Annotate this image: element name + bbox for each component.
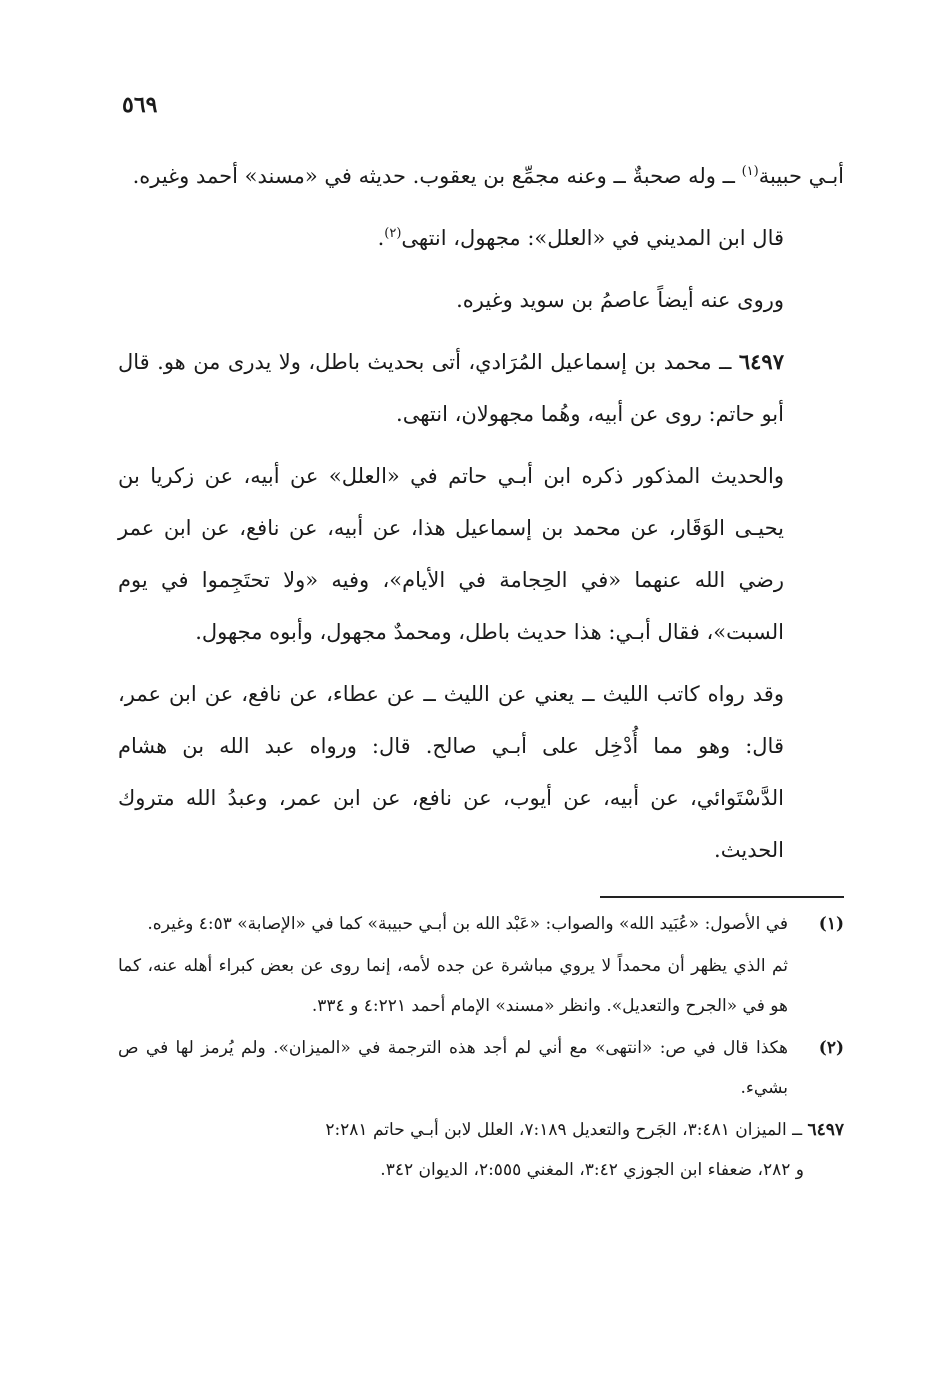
footnote-divider <box>600 896 844 898</box>
footnote-2 <box>118 1028 844 1108</box>
footnote-ref-2[interactable]: (٢) <box>384 226 402 241</box>
page-number: ٥٦٩ <box>122 92 158 118</box>
paragraph-narrators: وروى عنه أيضاً عاصمُ بن سويد وغيره. <box>456 288 784 312</box>
paragraph-text: ــ وله صحبةٌ ــ وعنه مجمِّع بن يعقوب. حديثه في «مسند» أحمد وغيره. <box>132 164 742 188</box>
footnote-1-continuation: ثم الذي يظهر أن محمداً لا يروي مباشرة عن جده لأمه، إنما روى عن بعض كبراء أهله عنه، كما هو في «الجرح والتعديل». وانظر «مسند» الإمام أحمد ٤:٢٢١ و ٣٣٤. <box>118 956 788 1016</box>
footnote-mark: (٢) <box>818 1038 844 1058</box>
paragraph-continuation <box>118 150 844 202</box>
paragraph-quote <box>118 212 844 264</box>
paragraph-hadith: والحديث المذكور ذكره ابن أبـي حاتم في «العلل» عن أبيه، عن زكريا بن يحيـى الوَقَار، عن محمد بن إسماعيل هذا، عن أبيه، عن نافع، عن ابن عمر رضي الله عنهما «في الحِجامة في الأيام»، وفيه «ولا تحتَجِموا في يوم السبت»، فقال أبـي: هذا حديث باطل، ومحمدٌ مجهول، وأبوه مجهول. <box>118 464 784 644</box>
footnote-ref-1[interactable]: (١) <box>741 164 759 179</box>
source-entry-number: ٦٤٩٧ <box>807 1120 844 1140</box>
paragraph-text: قال ابن المديني في «العلل»: مجهول، انتهى <box>401 226 784 250</box>
entry-paragraph <box>118 336 844 440</box>
main-text-body <box>118 150 844 886</box>
source-references <box>118 1110 844 1190</box>
source-line-1: ــ الميزان ٣:٤٨١، الجَرح والتعديل ٧:١٨٩، العلل لابن أبـي حاتم ٢:٢٨١ <box>325 1120 808 1140</box>
entry-number: ٦٤٩٧ <box>738 349 784 374</box>
footnote-mark: (١) <box>818 914 844 934</box>
paragraph-text: أبـي حبيبة <box>758 164 844 188</box>
paragraph-transmission: وقد رواه كاتب الليث ــ يعني عن الليث ــ عن عطاء، عن نافع، عن ابن عمر، قال: وهو مما أُدْخِل على أبـي صالح. قال: ورواه عبد الله بن هشام الدَّسْتَوائي، عن أبيه، عن أيوب، عن نافع، عن ابن عمر، وعبدُ الله متروك الحديث. <box>118 682 784 862</box>
footnote-1 <box>118 904 844 944</box>
footnotes-section <box>118 904 844 1190</box>
footnote-text: هكذا قال في ص: «انتهى» مع أني لم أجد هذه الترجمة في «الميزان». ولم يُرمز لها في ص بشيء. <box>118 1038 788 1098</box>
paragraph-text: . <box>377 226 385 250</box>
source-line-2: و ٢٨٢، ضعفاء ابن الجوزي ٣:٤٢، المغني ٢:٥٥٥، الديوان ٣٤٢. <box>380 1160 804 1180</box>
entry-text: ــ محمد بن إسماعيل المُرَادي، أتى بحديث باطل، ولا يدرى من هو. قال أبو حاتم: روى عن أبيه، وهُما مجهولان، انتهى. <box>118 350 784 426</box>
footnote-text: في الأصول: «عُبَيد الله» والصواب: «عَبْد الله بن أبـي حبيبة» كما في «الإصابة» ٤:٥٣ وغيره. <box>147 914 788 934</box>
